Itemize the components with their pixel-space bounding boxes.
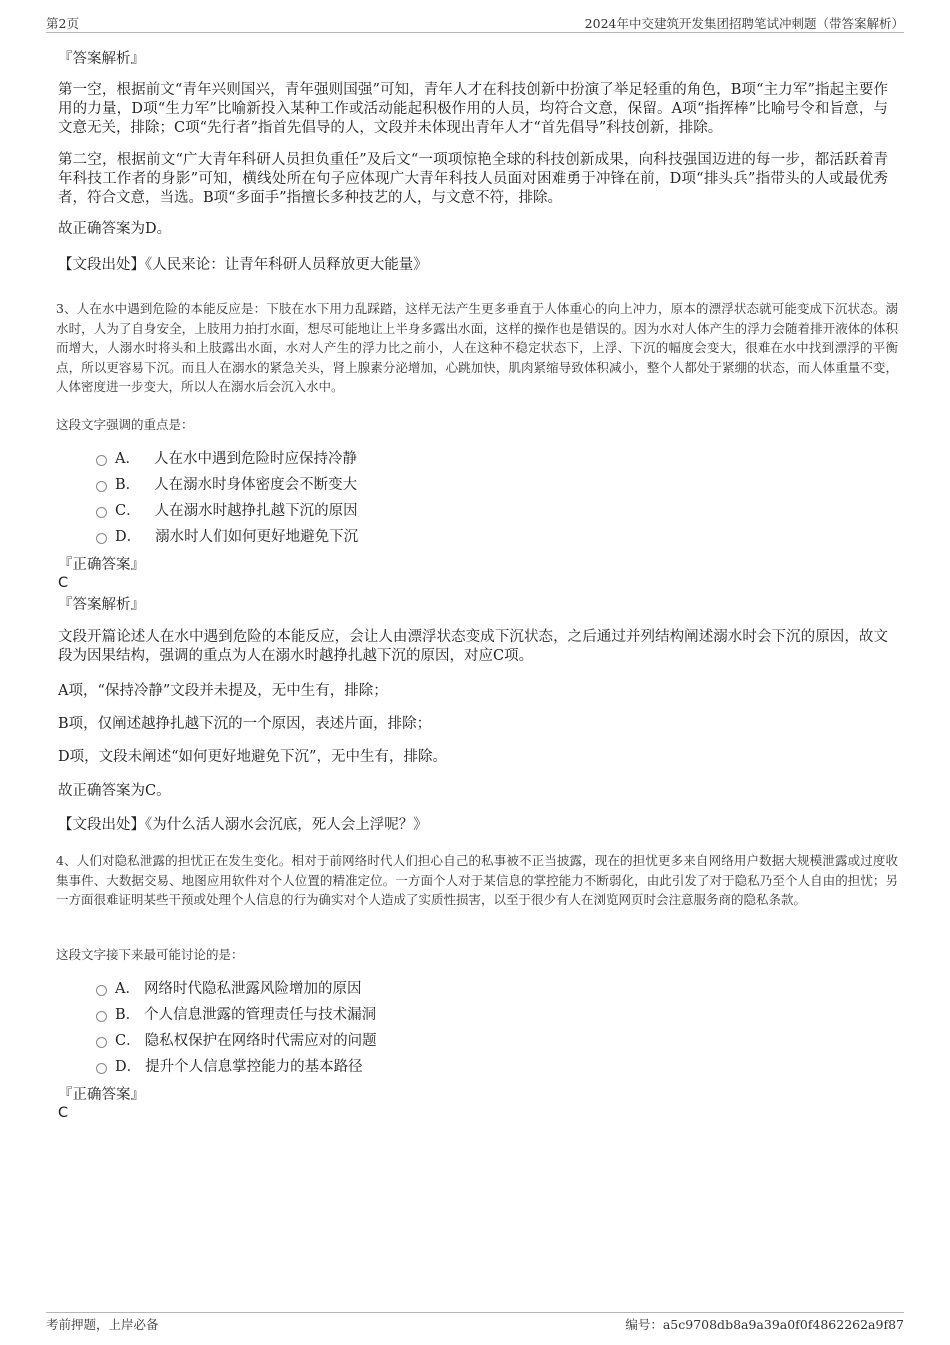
question-3-conclusion: 故正确答案为C。 (58, 783, 171, 799)
footer-slogan: 考前押题，上岸必备 (46, 1317, 159, 1332)
page-header (46, 14, 904, 33)
correct-answer: C (58, 1105, 69, 1121)
option-text: 个人信息泄露的管理责任与技术漏洞 (144, 1007, 377, 1023)
page-number: 第2页 (46, 16, 79, 31)
radio-icon[interactable] (96, 533, 107, 544)
radio-icon[interactable] (96, 1011, 107, 1022)
option-text: 溺水时人们如何更好地避免下沉 (155, 529, 359, 545)
question-3-option-c[interactable] (96, 502, 358, 520)
question-3-analysis-4: D项，文段未阐述“如何更好地避免下沉”，无中生有，排除。 (58, 749, 447, 765)
option-key: A． (115, 451, 140, 467)
question-4-option-b[interactable] (96, 1006, 376, 1024)
question-4-prompt: 这段文字接下来最可能讨论的是： (56, 947, 244, 962)
option-key: D． (115, 1059, 142, 1075)
option-text: 人在溺水时越挣扎越下沉的原因 (154, 503, 358, 519)
question-3-analysis-2: A项，“保持冷静”文段并未提及，无中生有，排除； (58, 683, 388, 699)
document-code: 编号：a5c9708db8a9a39a0f0f4862262a9f87 (625, 1317, 904, 1332)
source-citation: 【文段出处】《人民来论：让青年科研人员释放更大能量》 (58, 257, 428, 273)
page-footer (46, 1312, 904, 1333)
radio-icon[interactable] (96, 985, 107, 996)
radio-icon[interactable] (96, 455, 107, 466)
question-4-option-d[interactable] (96, 1058, 363, 1076)
option-key: C． (115, 1033, 141, 1049)
option-text: 人在溺水时身体密度会不断变大 (154, 477, 358, 493)
question-3-analysis-1: 文段开篇论述人在水中遇到危险的本能反应，会让人由漂浮状态变成下沉状态，之后通过并列结构阐述溺水时会下沉的原因，故文段为因果结构，强调的重点为人在溺水时越挣扎越下沉的原因，对应C项。 (58, 629, 888, 664)
question-4-option-c[interactable] (96, 1032, 377, 1050)
option-text: 提升个人信息掌控能力的基本路径 (145, 1059, 363, 1075)
question-3-passage: 3、人在水中遇到危险的本能反应是：下肢在水下用力乱踩踏，这样无法产生更多垂直于人体重心的向上冲力，原本的漂浮状态就可能变成下沉状态。溺水时，人为了自身安全，上肢用力拍打水面，想尽可能地让上半身多露出水面，这样的操作也是错误的。因为水对人体产生的浮力会随着排开液体的体积而增大，人溺水时将头和上肢露出水面，水对人产生的浮力比之前小，人在这种不稳定状态下，上浮、下沉的幅度会变大，很难在水中找到漂浮的平衡点，所以更容易下沉。而且人在溺水的紧急关头，肾上腺素分泌增加，心跳加快，肌肉紧缩导致体积减小，整个人都处于紧绷的状态，而人体重量不变，人体密度进一步变大，所以人在溺水后会沉入水中。 (56, 301, 898, 394)
option-key: A． (115, 981, 140, 997)
question-4-passage: 4、人们对隐私泄露的担忧正在发生变化。相对于前网络时代人们担心自己的私事被不正当披露，现在的担忧更多来自网络用户数据大规模泄露或过度收集事件、大数据交易、地图应用软件对个人位置的精准定位。一方面个人对于某信息的掌控能力不断弱化，由此引发了对于隐私乃至个人自由的担忧；另一方面很难证明某些干预或处理个人信息的行为确实对个人造成了实质性损害，以至于很少有人在浏览网页时会注意服务商的隐私条款。 (56, 853, 898, 907)
question-3-option-b[interactable] (96, 476, 357, 494)
radio-icon[interactable] (96, 1063, 107, 1074)
question-4-option-a[interactable] (96, 980, 361, 998)
question-3-option-d[interactable] (96, 528, 358, 546)
option-key: C． (115, 503, 141, 519)
source-citation: 【文段出处】《为什么活人溺水会沉底，死人会上浮呢？》 (58, 817, 428, 833)
radio-icon[interactable] (96, 507, 107, 518)
option-text: 人在水中遇到危险时应保持冷静 (153, 451, 357, 467)
correct-answer: C (58, 575, 69, 591)
option-key: D． (115, 529, 142, 545)
analysis-label: 『答案解析』 (58, 597, 145, 613)
radio-icon[interactable] (96, 1037, 107, 1048)
correct-answer-label: 『正确答案』 (58, 1087, 145, 1103)
option-text: 网络时代隐私泄露风险增加的原因 (143, 981, 362, 997)
analysis-label: 『答案解析』 (58, 51, 145, 67)
option-key: B． (115, 1007, 141, 1023)
question-3-analysis-3: B项，仅阐述越挣扎越下沉的一个原因，表述片面，排除； (58, 716, 432, 732)
radio-icon[interactable] (96, 481, 107, 492)
correct-answer-label: 『正确答案』 (58, 557, 145, 573)
question-3-option-a[interactable] (96, 450, 357, 468)
analysis-paragraph-1: 第一空，根据前文“青年兴则国兴，青年强则国强”可知，青年人才在科技创新中扮演了举足轻重的角色，B项“主力军”指起主要作用的力量，D项“生力军”比喻新投入某种工作或活动能起积极作用的人员，均符合文意，保留。A项“指挥棒”比喻号令和旨意，与文意无关，排除；C项“先行者”指首先倡导的人，文段并未体现出青年人才“首先倡导”科技创新，排除。 (58, 82, 888, 136)
option-key: B． (115, 477, 141, 493)
question-3-prompt: 这段文字强调的重点是： (56, 417, 194, 432)
option-text: 隐私权保护在网络时代需应对的问题 (144, 1033, 377, 1049)
analysis-paragraph-2: 第二空，根据前文“广大青年科研人员担负重任”及后文“一项项惊艳全球的科技创新成果，向科技强国迈进的每一步，都活跃着青年科技工作者的身影”可知，横线处所在句子应体现广大青年科技人员面对困难勇于冲锋在前，D项“排头兵”指带头的人或最优秀者，符合文意，当选。B项“多面手”指擅长多种技艺的人，与文意不符，排除。 (58, 152, 888, 206)
analysis-conclusion: 故正确答案为D。 (58, 221, 172, 237)
document-title: 2024年中交建筑开发集团招聘笔试冲刺题（带答案解析） (584, 16, 904, 31)
